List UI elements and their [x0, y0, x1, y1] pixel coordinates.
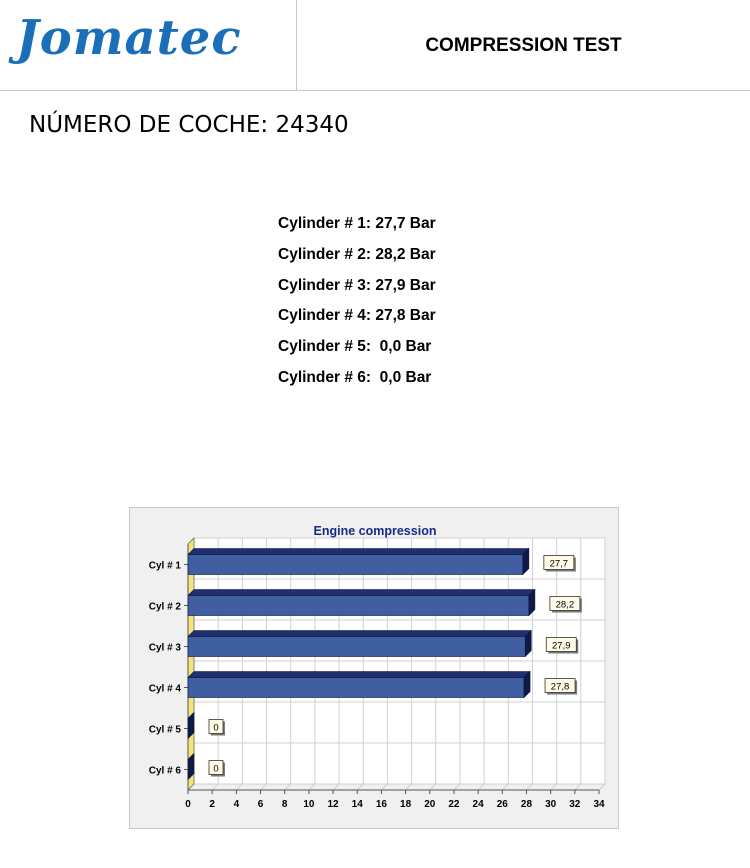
grid-line-floor: [454, 784, 460, 790]
grid-line-floor: [261, 784, 267, 790]
chart-svg: [130, 508, 620, 830]
x-tick-label: 22: [448, 799, 460, 810]
grid-line-floor: [526, 784, 532, 790]
x-tick-label: 16: [375, 799, 387, 810]
x-tick-label: 34: [593, 799, 605, 810]
company-logo: [16, 10, 242, 66]
bar: [188, 678, 524, 698]
x-tick-label: 12: [327, 799, 339, 810]
cylinder-reading: Cylinder # 6: 0,0 Bar: [278, 368, 432, 386]
x-tick-label: 20: [424, 799, 436, 810]
grid-line-floor: [551, 784, 557, 790]
data-label: 27,9: [552, 640, 571, 652]
x-tick-label: 14: [351, 799, 363, 810]
grid-line-floor: [381, 784, 387, 790]
y-tick-label: Cyl # 2: [148, 601, 181, 613]
report-header: [0, 0, 750, 91]
bar: [188, 555, 523, 575]
data-label: 27,8: [550, 681, 570, 693]
bar-top-face: [188, 590, 535, 596]
logo-text: Jomatec: [16, 10, 242, 66]
plot-left-wall: [188, 538, 194, 790]
bar-top-face: [188, 672, 530, 678]
cylinder-reading: Cylinder # 5: 0,0 Bar: [278, 338, 432, 356]
x-tick-label: 10: [303, 799, 315, 810]
grid-line-floor: [478, 784, 484, 790]
car-number: NÚMERO DE COCHE: 24340: [29, 112, 349, 138]
grid-line-floor: [502, 784, 508, 790]
bar: [188, 596, 529, 616]
compression-chart: [129, 507, 619, 829]
y-tick-label: Cyl # 5: [148, 724, 181, 736]
x-tick-label: 8: [281, 799, 288, 810]
grid-line-floor: [236, 784, 242, 790]
bar-top-face: [188, 549, 529, 555]
y-tick-label: Cyl # 1: [148, 560, 181, 572]
grid-line-floor: [599, 784, 605, 790]
x-tick-label: 18: [400, 799, 412, 810]
grid-line-floor: [406, 784, 412, 790]
data-label: 0: [213, 763, 219, 775]
x-tick-label: 6: [257, 799, 264, 810]
grid-line-floor: [285, 784, 291, 790]
cylinder-reading: Cylinder # 2: 28,2 Bar: [278, 245, 436, 263]
cylinder-reading: Cylinder # 1: 27,7 Bar: [278, 215, 436, 232]
data-label: 27,7: [549, 558, 569, 570]
x-tick-label: 28: [520, 799, 533, 810]
grid-line-floor: [309, 784, 315, 790]
grid-line-floor: [357, 784, 363, 790]
grid-line-floor: [575, 784, 581, 790]
x-tick-label: 0: [185, 799, 191, 810]
grid-line-floor: [430, 784, 436, 790]
bar: [188, 637, 525, 657]
x-tick-label: 4: [233, 799, 240, 810]
x-tick-label: 30: [545, 799, 557, 810]
cylinder-reading: Cylinder # 3: 27,9 Bar: [278, 276, 436, 294]
cylinder-reading: Cylinder # 4: 27,8 Bar: [278, 307, 436, 325]
x-tick-label: 32: [569, 799, 581, 810]
grid-line-floor: [212, 784, 218, 790]
x-tick-label: 24: [472, 799, 484, 810]
data-label: 28,2: [555, 599, 575, 611]
cylinder-readings: [278, 214, 436, 399]
y-tick-label: Cyl # 4: [148, 683, 181, 695]
chart-title: Engine compression: [313, 524, 437, 538]
x-tick-label: 26: [496, 799, 508, 810]
report-title: COMPRESSION TEST: [425, 35, 622, 56]
bar-top-face: [188, 631, 531, 637]
x-tick-label: 2: [209, 799, 215, 810]
y-tick-label: Cyl # 3: [148, 642, 181, 654]
grid-line-floor: [333, 784, 339, 790]
y-tick-label: Cyl # 6: [148, 765, 181, 777]
data-label: 0: [213, 722, 219, 734]
